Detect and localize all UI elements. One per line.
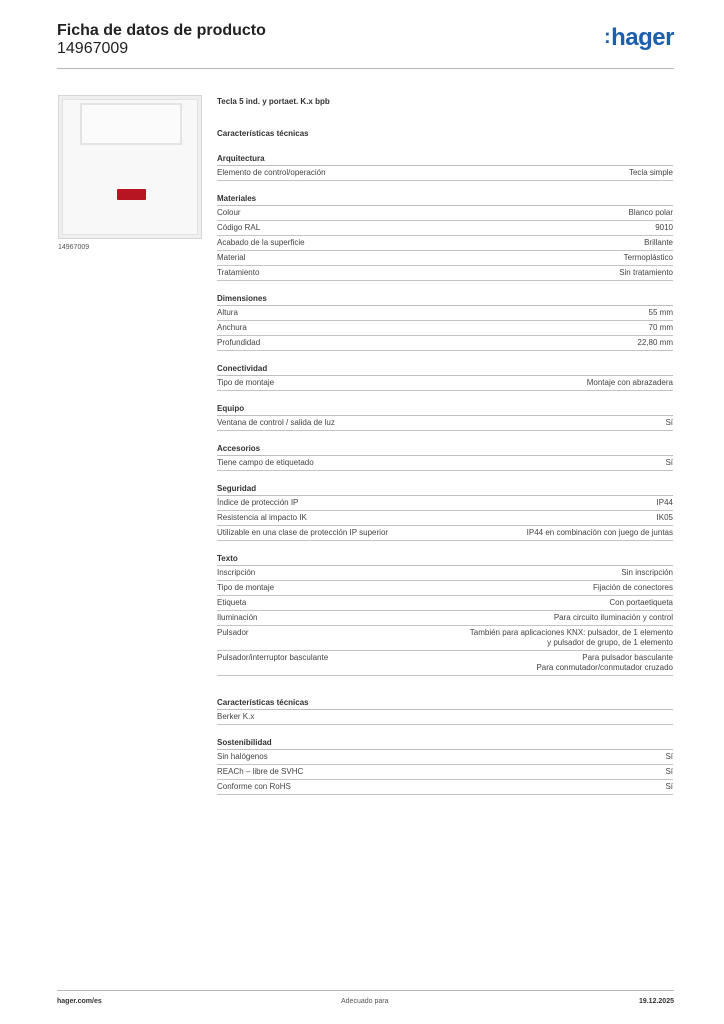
label-window — [80, 103, 182, 145]
spec-row — [217, 526, 673, 541]
group-spacer — [217, 687, 673, 696]
spec-group — [217, 292, 673, 351]
group-title: Sostenibilidad — [217, 736, 673, 750]
spec-label: Acabado de la superficie — [217, 238, 305, 247]
spec-group — [217, 402, 673, 431]
group-title: Materiales — [217, 192, 673, 206]
group-title: Seguridad — [217, 482, 673, 496]
spec-value: 9010 — [655, 223, 673, 232]
spec-value: IP44 — [656, 498, 673, 507]
spec-label: Colour — [217, 208, 241, 217]
spec-row — [217, 416, 673, 431]
spec-row — [217, 251, 673, 266]
spec-label: Altura — [217, 308, 238, 317]
spec-row — [217, 710, 673, 725]
spec-row — [217, 651, 673, 676]
spec-groups-secondary — [217, 696, 673, 795]
footer-divider — [57, 990, 674, 991]
spec-groups — [217, 152, 673, 676]
spec-group — [217, 442, 673, 471]
logo-mark-icon: : — [603, 26, 611, 48]
group-title: Características técnicas — [217, 696, 673, 710]
spec-label: Elemento de control/operación — [217, 168, 326, 177]
group-title: Texto — [217, 552, 673, 566]
spec-label: Conforme con RoHS — [217, 782, 291, 791]
spec-label: Resistencia al impacto IK — [217, 513, 307, 522]
spec-row — [217, 581, 673, 596]
spec-row — [217, 765, 673, 780]
spec-row — [217, 456, 673, 471]
product-code: 14967009 — [57, 40, 129, 57]
spec-label: Tipo de montaje — [217, 378, 275, 387]
spec-row — [217, 166, 673, 181]
spec-label: Ventana de control / salida de luz — [217, 418, 335, 427]
spec-value: Montaje con abrazadera — [586, 378, 673, 387]
spec-label: Material — [217, 253, 246, 262]
spec-value: 70 mm — [648, 323, 673, 332]
spec-label: Índice de protección IP — [217, 498, 299, 507]
spec-label: REACh – libre de SVHC — [217, 767, 304, 776]
header-divider — [57, 68, 674, 69]
spec-value: Sí — [665, 458, 673, 467]
group-title: Dimensiones — [217, 292, 673, 306]
product-name: Tecla 5 ind. y portaet. K.x bpb — [217, 97, 330, 106]
spec-group — [217, 192, 673, 281]
spec-value: Brillante — [644, 238, 673, 247]
spec-label: Etiqueta — [217, 598, 247, 607]
image-caption: 14967009 — [58, 244, 90, 251]
group-title: Arquitectura — [217, 152, 673, 166]
spec-value: Termoplástico — [623, 253, 673, 262]
spec-row — [217, 611, 673, 626]
section-title: Características técnicas — [217, 129, 309, 138]
spec-value: 55 mm — [648, 308, 673, 317]
spec-value: IK05 — [656, 513, 673, 522]
spec-label: Tratamiento — [217, 268, 260, 277]
spec-row — [217, 626, 673, 651]
spec-row — [217, 496, 673, 511]
spec-value: Blanco polar — [628, 208, 673, 217]
product-image — [58, 95, 202, 239]
spec-value: Sin inscripción — [621, 568, 673, 577]
spec-group — [217, 362, 673, 391]
spec-value: Para circuito iluminación y control — [553, 613, 673, 622]
indicator-lens — [117, 189, 146, 200]
spec-value: Fijación de conectores — [592, 583, 673, 592]
spec-row — [217, 321, 673, 336]
spec-group — [217, 552, 673, 676]
spec-label: Pulsador/interruptor basculante — [217, 653, 329, 662]
footer-date: 19.12.2025 — [638, 998, 674, 1005]
spec-row — [217, 511, 673, 526]
spec-row — [217, 376, 673, 391]
spec-value: Sí — [665, 782, 673, 791]
spec-group — [217, 696, 673, 725]
spec-value: También para aplicaciones KNX: pulsador, de 1 elemento y pulsador de grupo, de 1 elemento — [469, 628, 673, 647]
document-title: Ficha de datos de producto — [57, 22, 266, 39]
spec-row — [217, 336, 673, 351]
spec-row — [217, 306, 673, 321]
spec-value: IP44 en combinación con juego de juntas — [526, 528, 673, 537]
spec-label: Profundidad — [217, 338, 261, 347]
spec-label: Código RAL — [217, 223, 261, 232]
spec-row — [217, 596, 673, 611]
spec-row — [217, 566, 673, 581]
spec-row — [217, 221, 673, 236]
spec-value: Sí — [665, 418, 673, 427]
spec-content — [217, 95, 673, 806]
group-title: Conectividad — [217, 362, 673, 376]
spec-label: Pulsador — [217, 628, 249, 637]
spec-value: Tecla simple — [628, 168, 673, 177]
page-header — [57, 22, 674, 68]
spec-label: Utilizable en una clase de protección IP superior — [217, 528, 389, 537]
spec-label: Inscripción — [217, 568, 256, 577]
spec-row — [217, 780, 673, 795]
spec-row — [217, 236, 673, 251]
spec-group — [217, 736, 673, 795]
section-heading-group — [217, 127, 673, 141]
spec-value: Sí — [665, 752, 673, 761]
spec-value: Sin tratamiento — [619, 268, 673, 277]
spec-row — [217, 750, 673, 765]
spec-label: Iluminación — [217, 613, 258, 622]
spec-group — [217, 482, 673, 541]
spec-label: Anchura — [217, 323, 247, 332]
footer-website[interactable]: hager.com/es — [57, 998, 102, 1005]
spec-label: Tiene campo de etiquetado — [217, 458, 314, 467]
spec-value: Con portaetiqueta — [609, 598, 673, 607]
group-title: Accesorios — [217, 442, 673, 456]
spec-row — [217, 206, 673, 221]
footer-suitable-for: Adecuado para — [341, 998, 389, 1005]
spec-value: 22,80 mm — [637, 338, 673, 347]
hager-logo: :hager — [603, 24, 674, 51]
spec-value: Sí — [665, 767, 673, 776]
spec-value: Para pulsador basculante Para conmutador/conmutador cruzado — [536, 653, 673, 672]
spec-label: Berker K.x — [217, 712, 255, 721]
spec-group — [217, 152, 673, 181]
group-title: Equipo — [217, 402, 673, 416]
spec-row — [217, 266, 673, 281]
spec-label: Sin halógenos — [217, 752, 268, 761]
switch-plate — [62, 99, 198, 235]
spec-label: Tipo de montaje — [217, 583, 275, 592]
